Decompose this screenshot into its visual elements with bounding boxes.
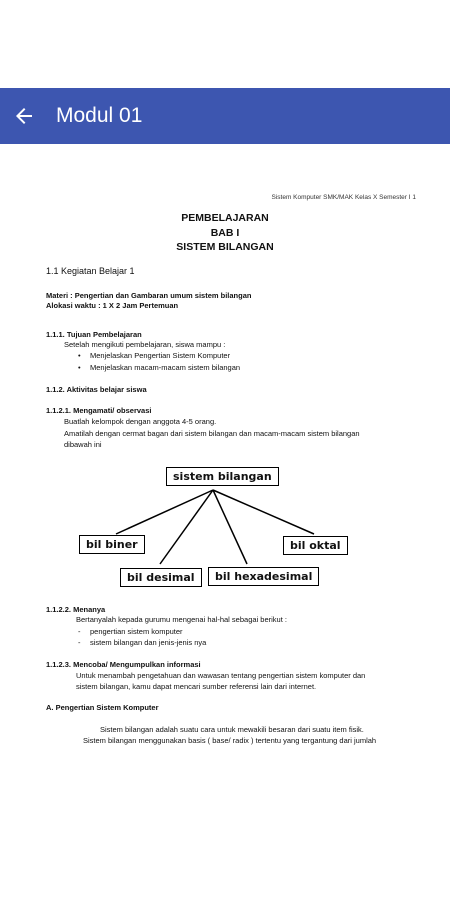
- aktivitas-title: 1.1.2. Aktivitas belajar siswa: [46, 385, 147, 394]
- materi-line: Materi : Pengertian dan Gambaran umum sistem bilangan: [46, 291, 252, 300]
- diagram-node-desimal: bil desimal: [120, 568, 202, 587]
- tujuan-intro: Setelah mengikuti pembelajaran, siswa mampu :: [64, 340, 226, 349]
- paragraph-line: Sistem bilangan adalah suatu cara untuk mewakili besaran dari suatu item fisik.: [100, 725, 364, 734]
- mengamati-title: 1.1.2.1. Mengamati/ observasi: [46, 406, 152, 415]
- menanya-title: 1.1.2.2. Menanya: [46, 605, 106, 614]
- app-bar: [0, 88, 450, 144]
- document-header: Sistem Komputer SMK/MAK Kelas X Semester I 1: [271, 194, 416, 201]
- diagram-connectors: [0, 144, 450, 900]
- heading-pembelajaran: PEMBELAJARAN: [181, 212, 269, 224]
- section-a-title: A. Pengertian Sistem Komputer: [46, 703, 159, 712]
- diagram-node-oktal: bil oktal: [283, 536, 348, 555]
- heading-sistem-bilangan: SISTEM BILANGAN: [176, 241, 274, 253]
- diagram-node-biner: bil biner: [79, 535, 145, 554]
- menanya-item: - pengertian sistem komputer: [90, 627, 183, 637]
- mengamati-line: dibawah ini: [64, 440, 102, 449]
- menanya-intro: Bertanyalah kepada gurumu mengenai hal-hal sebagai berikut :: [76, 615, 287, 624]
- menanya-item: - sistem bilangan dan jenis-jenis nya: [90, 638, 206, 648]
- tujuan-item: • Menjelaskan macam-macam sistem bilangan: [90, 363, 240, 373]
- mencoba-line: Untuk menambah pengetahuan dan wawasan tentang pengertian sistem komputer dan: [76, 671, 366, 680]
- page-title: Modul 01: [56, 104, 143, 127]
- diagram-node-hexadesimal: bil hexadesimal: [208, 567, 319, 586]
- document-page: [0, 144, 450, 900]
- heading-bab: BAB I: [210, 227, 240, 239]
- mengamati-line: Buatlah kelompok dengan anggota 4-5 orang.: [64, 417, 217, 426]
- diagram-root-node: sistem bilangan: [166, 467, 279, 486]
- mencoba-line: sistem bilangan, kamu dapat mencari sumber referensi lain dari internet.: [76, 682, 317, 691]
- paragraph-line: Sistem bilangan menggunakan basis ( base/ radix ) tertentu yang tergantung dari jumlah: [83, 736, 377, 745]
- tujuan-item: • Menjelaskan Pengertian Sistem Komputer: [90, 351, 230, 361]
- kegiatan-belajar-title: 1.1 Kegiatan Belajar 1: [46, 266, 135, 276]
- mencoba-title: 1.1.2.3. Mencoba/ Mengumpulkan informasi: [46, 660, 201, 669]
- mengamati-line: Amatilah dengan cermat bagan dari sistem bilangan dan macam-macam sistem bilangan: [64, 429, 360, 438]
- alokasi-line: Alokasi waktu : 1 X 2 Jam Pertemuan: [46, 301, 179, 310]
- arrow-left-icon[interactable]: [12, 104, 36, 128]
- tujuan-title: 1.1.1. Tujuan Pembelajaran: [46, 330, 142, 339]
